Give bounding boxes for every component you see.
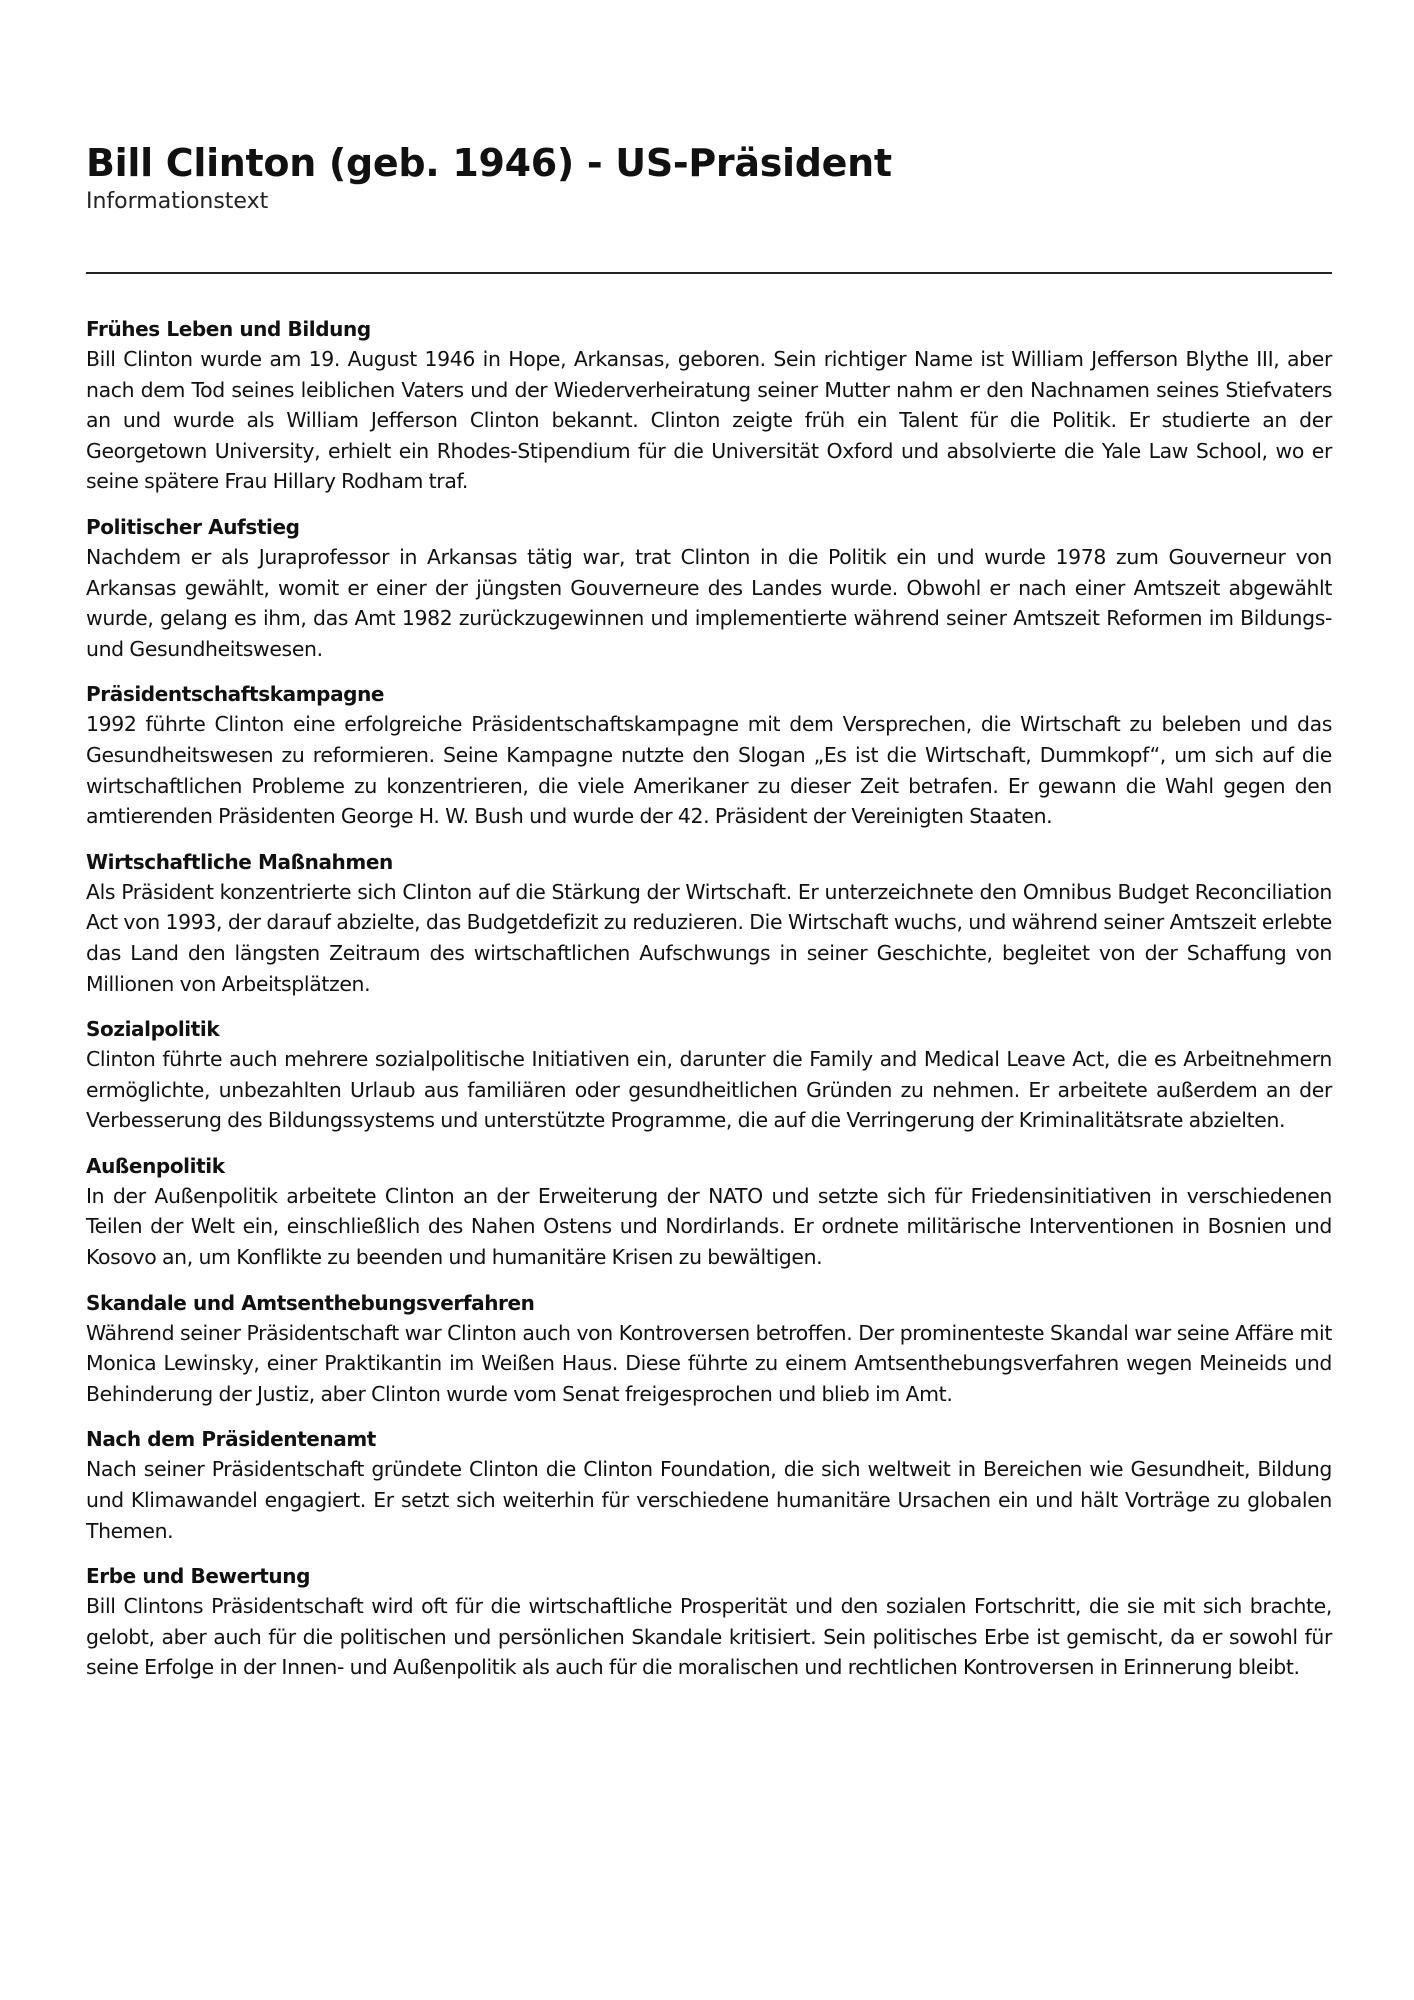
document-title: Bill Clinton (geb. 1946) - US-Präsident (86, 141, 892, 185)
document-page (86, 140, 1332, 1698)
section-wirtschaftliche-massnahmen (86, 847, 1332, 999)
section-nach-dem-praesidentenamt (86, 1424, 1332, 1546)
section-heading: Politischer Aufstieg (86, 514, 300, 539)
sections-container (86, 314, 1332, 1683)
section-heading: Sozialpolitik (86, 1017, 220, 1042)
section-erbe-und-bewertung (86, 1561, 1332, 1683)
section-text: Bill Clintons Präsidentschaft wird oft für die wirtschaftliche Prosperität und den sozialen Fortschritt, die sie mit sich brachte, gelobt, aber auch für die politischen und persönlichen Skandale kritisiert. Sein politisches Erbe ist gemischt, da er sowohl für seine Erfolge in der Innen- und Außenpolitik als auch für die moralischen und rechtlichen Kontroversen in Erinnerung bleibt. (86, 1594, 1332, 1680)
section-skandale (86, 1288, 1332, 1410)
section-heading: Frühes Leben und Bildung (86, 317, 371, 341)
section-sozialpolitik (86, 1014, 1332, 1136)
section-text: Nach seiner Präsidentschaft gründete Clinton die Clinton Foundation, die sich weltweit in Bereichen wie Gesundheit, Bildung und Klimawandel engagiert. Er setzt sich weiterhin für verschiedene humanitäre Ursachen ein und hält Vorträge zu globalen Themen. (86, 1457, 1332, 1543)
section-heading: Präsidentschaftskampagne (86, 682, 385, 707)
section-heading: Nach dem Präsidentenamt (86, 1427, 376, 1452)
section-text: In der Außenpolitik arbeitete Clinton an der Erweiterung der NATO und setzte sich für Friedensinitiativen in verschiedenen Teilen der Welt ein, einschließlich des Nahen Ostens und Nordirlands. Er ordnete militärische Interventionen in Bosnien und Kosovo an, um Konflikte zu beenden und humanitäre Krisen zu bewältigen. (86, 1183, 1332, 1270)
section-fruehes-leben (86, 314, 1332, 497)
section-praesidentschaftskampagne (86, 679, 1332, 831)
section-politischer-aufstieg (86, 512, 1332, 664)
section-text: Bill Clinton wurde am 19. August 1946 in Hope, Arkansas, geboren. Sein richtiger Name ist William Jefferson Blythe III, aber nach dem Tod seines leiblichen Vaters und der Wiederverheiratung seiner Mutter nahm er den Nachnamen seines Stiefvaters an und wurde als William Jefferson Clinton bekannt. Clinton zeigte früh ein Talent für die Politik. Er studierte an der Georgetown University, erhielt ein Rhodes-Stipendium für die Universität Oxford und absolvierte die Yale Law School, wo er seine spätere Frau Hillary Rodham traf. (86, 347, 1332, 494)
section-heading: Wirtschaftliche Maßnahmen (86, 849, 393, 874)
section-heading: Skandale und Amtsenthebungsverfahren (86, 1290, 535, 1315)
section-heading: Erbe und Bewertung (86, 1564, 310, 1589)
title-divider (86, 272, 1332, 274)
section-heading: Außenpolitik (86, 1153, 225, 1178)
section-text: Nachdem er als Juraprofessor in Arkansas tätig war, trat Clinton in die Politik ein und wurde 1978 zum Gouverneur von Arkansas gewählt, womit er einer der jüngsten Gouverneure des Landes wurde. Obwohl er nach einer Amtszeit abgewählt wurde, gelang es ihm, das Amt 1982 zurückzugewinnen und implementierte während seiner Amtszeit Reformen im Bildungs- und Gesundheitswesen. (86, 544, 1332, 661)
document-subtitle: Informationstext (86, 189, 269, 214)
section-text: Als Präsident konzentrierte sich Clinton auf die Stärkung der Wirtschaft. Er unterzeichnete den Omnibus Budget Reconciliation Act von 1993, der darauf abzielte, das Budgetdefizit zu reduzieren. Die Wirtschaft wuchs, und während seiner Amtszeit erlebte das Land den längsten Zeitraum des wirtschaftlichen Aufschwungs in seiner Geschichte, begleitet von der Schaffung von Millionen von Arbeitsplätzen. (86, 879, 1332, 996)
section-aussenpolitik (86, 1151, 1332, 1273)
section-text: Clinton führte auch mehrere sozialpolitische Initiativen ein, darunter die Family and Medical Leave Act, die es Arbeitnehmern ermöglichte, unbezahlten Urlaub aus familiären oder gesundheitlichen Gründen zu nehmen. Er arbeitete außerdem an der Verbesserung des Bildungssystems und unterstützte Programme, die auf die Verringerung der Kriminalitätsrate abzielten. (86, 1047, 1332, 1133)
section-text: Während seiner Präsidentschaft war Clinton auch von Kontroversen betroffen. Der prominenteste Skandal war seine Affäre mit Monica Lewinsky, einer Praktikantin im Weißen Haus. Diese führte zu einem Amtsenthebungsverfahren wegen Meineids und Behinderung der Justiz, aber Clinton wurde vom Senat freigesprochen und blieb im Amt. (86, 1320, 1332, 1406)
section-text: 1992 führte Clinton eine erfolgreiche Präsidentschaftskampagne mit dem Versprechen, die Wirtschaft zu beleben und das Gesundheitswesen zu reformieren. Seine Kampagne nutzte den Slogan „Es ist die Wirtschaft, Dummkopf“, um sich auf die wirtschaftlichen Probleme zu konzentrieren, die viele Amerikaner zu dieser Zeit betrafen. Er gewann die Wahl gegen den amtierenden Präsidenten George H. W. Bush und wurde der 42. Präsident der Vereinigten Staaten. (86, 712, 1332, 829)
